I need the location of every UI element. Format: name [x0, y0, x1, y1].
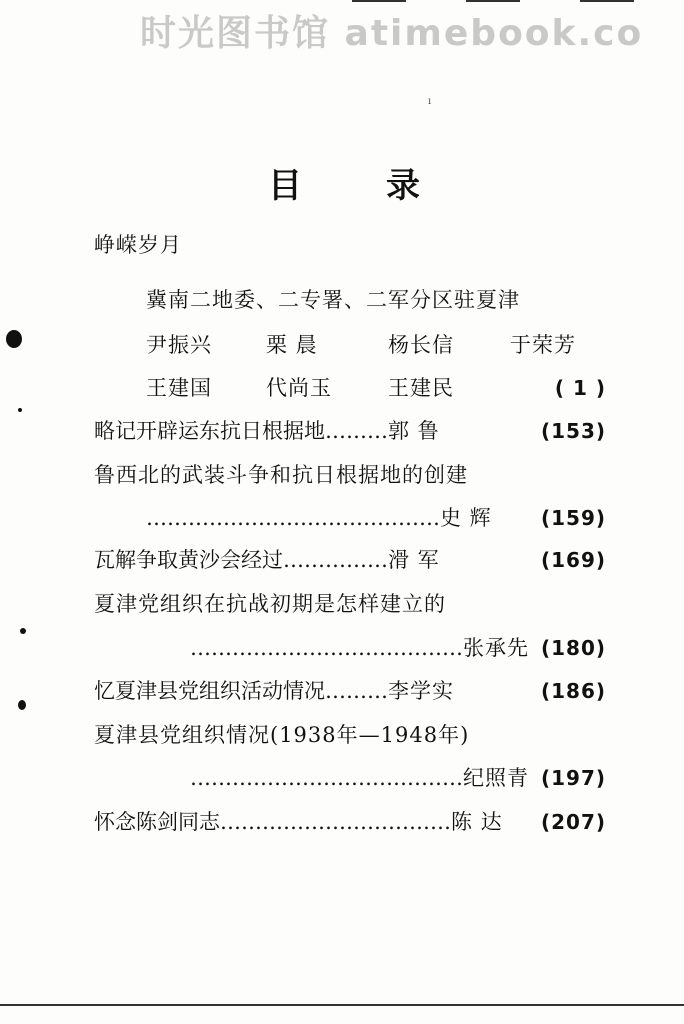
entry-1-title: 冀南二地委、二专署、二军分区驻夏津 — [146, 288, 520, 312]
punch-hole — [6, 330, 22, 348]
leader-dots: ………………………………… — [190, 766, 463, 790]
entry-author: 陈 达 — [451, 810, 503, 834]
toc-entry-7-leader — [190, 763, 529, 793]
toc-entry-2 — [94, 416, 440, 446]
leader-dots: ………………………………… — [190, 636, 463, 660]
entry-author: 张承先 — [463, 636, 529, 660]
entry-2-page: (153) — [540, 419, 606, 443]
entry-1-authors-row2 — [146, 373, 454, 403]
top-rule — [580, 0, 634, 2]
entry-title: 忆夏津县党组织活动情况 — [94, 679, 325, 703]
leader-dots: …………………………… — [220, 810, 451, 834]
top-rule — [352, 0, 406, 2]
entry-author: 史 辉 — [440, 506, 492, 530]
entry-8-page: (207) — [540, 810, 606, 834]
author-name: 尹振兴 — [146, 333, 212, 357]
author-name: 代尚玉 — [266, 376, 332, 400]
entry-title: 怀念陈剑同志 — [94, 810, 220, 834]
toc-entry-6 — [94, 676, 454, 706]
toc-entry-4 — [94, 545, 440, 575]
punch-hole — [18, 700, 26, 710]
watermark: 时光图书馆 atimebook.co — [140, 13, 644, 54]
toc-entry-8 — [94, 807, 503, 837]
author-name: 栗 晨 — [266, 333, 318, 357]
author-name: 王建国 — [146, 376, 212, 400]
author-name: 王建民 — [388, 376, 454, 400]
entry-author: 纪照青 — [463, 766, 529, 790]
entry-3-title: 鲁西北的武装斗争和抗日根据地的创建 — [94, 463, 468, 487]
leader-dots: …………… — [283, 548, 388, 572]
page-mark: ı — [428, 96, 432, 107]
entry-1-page: ( 1 ) — [554, 376, 606, 400]
leader-dots: …………………………………… — [146, 506, 440, 530]
entry-5-page: (180) — [540, 636, 606, 660]
entry-4-page: (169) — [540, 548, 606, 572]
toc-entry-5-leader — [190, 633, 529, 663]
author-name: 杨长信 — [388, 333, 454, 357]
entry-author: 滑 军 — [388, 548, 440, 572]
entry-7-title: 夏津县党组织情况(1938年—1948年) — [94, 723, 470, 747]
toc-entry-3-leader — [146, 503, 492, 533]
author-name: 于荣芳 — [510, 333, 576, 357]
entry-5-title: 夏津党组织在抗战初期是怎样建立的 — [94, 592, 446, 616]
entry-title: 略记开辟运东抗日根据地 — [94, 419, 325, 443]
section-title: 峥嵘岁月 — [94, 233, 182, 257]
page-title: 目录 — [268, 166, 504, 206]
punch-hole — [20, 628, 26, 634]
entry-author: 郭 鲁 — [388, 419, 440, 443]
entry-title: 瓦解争取黄沙会经过 — [94, 548, 283, 572]
entry-author: 李学实 — [388, 679, 454, 703]
entry-6-page: (186) — [540, 679, 606, 703]
entry-1-authors-row1 — [146, 330, 576, 360]
leader-dots: ……… — [325, 419, 388, 443]
leader-dots: ……… — [325, 679, 388, 703]
punch-hole — [18, 408, 22, 412]
top-rule — [466, 0, 520, 2]
entry-7-page: (197) — [540, 766, 606, 790]
bottom-rule — [0, 1004, 684, 1006]
entry-3-page: (159) — [540, 506, 606, 530]
